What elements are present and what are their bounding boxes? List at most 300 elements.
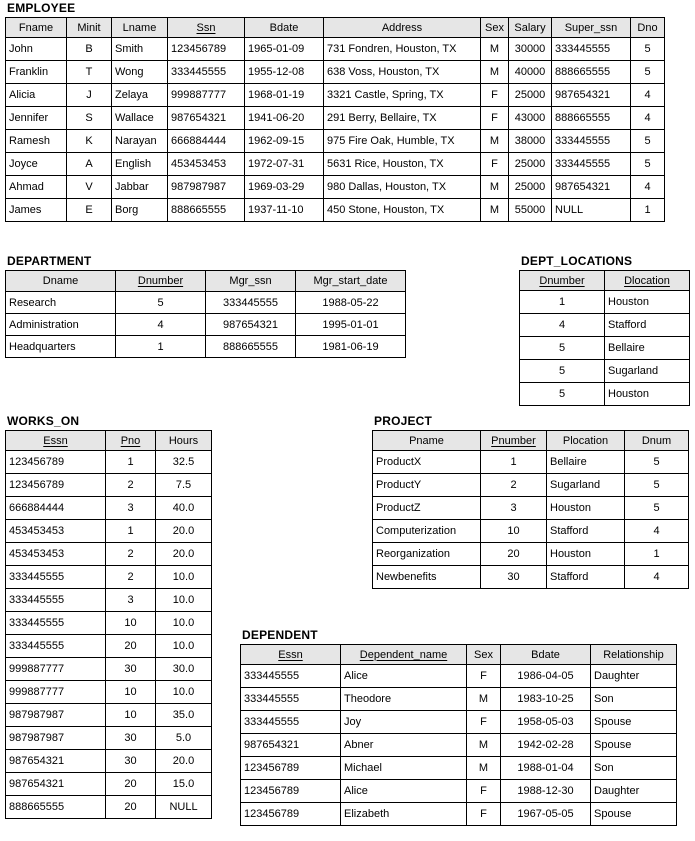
employee-header-row: [6, 18, 665, 38]
works-on-cell-essn: 333445555: [6, 566, 106, 589]
employee-cell-dno: 5: [631, 130, 665, 153]
dept-locations-title: DEPT_LOCATIONS: [521, 254, 633, 268]
dependent-cell-relationship: Daughter: [591, 665, 677, 688]
department-row: [6, 292, 406, 314]
department-cell-dname: Research: [6, 292, 116, 314]
employee-cell-lname: Smith: [112, 38, 168, 61]
dept-locations-header-label: Dlocation: [624, 274, 670, 287]
works-on-row: [6, 727, 212, 750]
employee-header-lname: [112, 18, 168, 38]
works-on-header-row: [6, 431, 212, 451]
employee-row: [6, 107, 665, 130]
employee-cell-bdate: 1969-03-29: [245, 176, 324, 199]
dependent-row: [241, 757, 677, 780]
employee-header-label: Fname: [18, 21, 54, 34]
employee-cell-lname: Borg: [112, 199, 168, 222]
employee-cell-sex: M: [481, 61, 509, 84]
employee-cell-fname: Ahmad: [6, 176, 67, 199]
department-cell-mgr-start-date: 1988-05-22: [296, 292, 406, 314]
employee-cell-minit: J: [67, 84, 112, 107]
employee-cell-dno: 5: [631, 153, 665, 176]
department-title: DEPARTMENT: [7, 254, 92, 268]
employee-header-label: Lname: [122, 21, 157, 34]
dept-locations-cell-dlocation: Sugarland: [605, 360, 690, 383]
dependent-section: [240, 628, 677, 826]
department-header-label: Mgr_start_date: [313, 275, 388, 287]
employee-cell-lname: Wallace: [112, 107, 168, 130]
employee-cell-minit: B: [67, 38, 112, 61]
employee-cell-salary: 55000: [509, 199, 552, 222]
works-on-header-label: Hours: [168, 434, 199, 447]
dept-locations-header-dnumber: [520, 271, 605, 291]
dependent-header-essn: [241, 645, 341, 665]
employee-cell-bdate: 1955-12-08: [245, 61, 324, 84]
dependent-cell-bdate: 1988-01-04: [501, 757, 591, 780]
employee-header-label: Bdate: [269, 21, 299, 34]
project-header-row: [373, 431, 689, 451]
department-header-mgr-start-date: [296, 271, 406, 292]
project-row: [373, 451, 689, 474]
works-on-cell-essn: 333445555: [6, 612, 106, 635]
works-on-cell-essn: 987654321: [6, 750, 106, 773]
project-cell-pname: ProductX: [373, 451, 481, 474]
employee-row: [6, 84, 665, 107]
works-on-cell-pno: 1: [106, 520, 156, 543]
project-cell-pname: Computerization: [373, 520, 481, 543]
employee-cell-address: 291 Berry, Bellaire, TX: [324, 107, 481, 130]
project-title: PROJECT: [374, 414, 433, 428]
employee-cell-dno: 5: [631, 61, 665, 84]
employee-cell-minit: S: [67, 107, 112, 130]
employee-cell-super-ssn: 333445555: [552, 38, 631, 61]
department-row: [6, 336, 406, 358]
project-cell-pnumber: 10: [481, 520, 547, 543]
works-on-row: [6, 796, 212, 819]
project-cell-dnum: 5: [625, 451, 689, 474]
dependent-cell-dependent-name: Elizabeth: [341, 803, 467, 826]
project-row: [373, 497, 689, 520]
works-on-cell-pno: 2: [106, 543, 156, 566]
employee-cell-sex: M: [481, 130, 509, 153]
project-cell-plocation: Sugarland: [547, 474, 625, 497]
employee-cell-bdate: 1968-01-19: [245, 84, 324, 107]
dependent-cell-sex: F: [467, 665, 501, 688]
dependent-header-label: Relationship: [603, 648, 664, 661]
works-on-cell-pno: 20: [106, 773, 156, 796]
dependent-header-sex: [467, 645, 501, 665]
employee-cell-sex: M: [481, 38, 509, 61]
employee-cell-super-ssn: 888665555: [552, 61, 631, 84]
dept-locations-cell-dnumber: 1: [520, 291, 605, 314]
dependent-cell-essn: 333445555: [241, 711, 341, 734]
dependent-cell-relationship: Spouse: [591, 711, 677, 734]
works-on-cell-hours: 35.0: [156, 704, 212, 727]
employee-cell-dno: 4: [631, 84, 665, 107]
dependent-title: DEPENDENT: [242, 628, 318, 642]
works-on-cell-hours: 10.0: [156, 589, 212, 612]
dept-locations-cell-dlocation: Bellaire: [605, 337, 690, 360]
works-on-cell-hours: 20.0: [156, 750, 212, 773]
works-on-header-essn: [6, 431, 106, 451]
works-on-cell-essn: 987654321: [6, 773, 106, 796]
employee-header-label: Super_ssn: [564, 21, 618, 34]
department-header-label: Mgr_ssn: [229, 275, 272, 287]
project-table: [372, 430, 689, 589]
dependent-cell-essn: 123456789: [241, 757, 341, 780]
works-on-row: [6, 612, 212, 635]
department-cell-dnumber: 4: [116, 314, 206, 336]
works-on-cell-hours: 20.0: [156, 520, 212, 543]
dependent-cell-dependent-name: Alice: [341, 665, 467, 688]
employee-cell-minit: K: [67, 130, 112, 153]
employee-cell-fname: James: [6, 199, 67, 222]
employee-cell-dno: 4: [631, 176, 665, 199]
works-on-cell-hours: 10.0: [156, 612, 212, 635]
employee-cell-super-ssn: 987654321: [552, 84, 631, 107]
project-cell-pnumber: 3: [481, 497, 547, 520]
dependent-header-label: Dependent_name: [359, 648, 448, 661]
dept-locations-cell-dlocation: Houston: [605, 383, 690, 406]
project-row: [373, 474, 689, 497]
employee-cell-salary: 40000: [509, 61, 552, 84]
department-cell-dname: Administration: [6, 314, 116, 336]
employee-cell-fname: Ramesh: [6, 130, 67, 153]
works-on-row: [6, 773, 212, 796]
employee-cell-address: 450 Stone, Houston, TX: [324, 199, 481, 222]
works-on-cell-hours: 10.0: [156, 635, 212, 658]
dependent-row: [241, 803, 677, 826]
employee-row: [6, 176, 665, 199]
employee-header-minit: [67, 18, 112, 38]
department-cell-mgr-ssn: 888665555: [206, 336, 296, 358]
employee-cell-lname: Wong: [112, 61, 168, 84]
employee-cell-fname: Joyce: [6, 153, 67, 176]
works-on-cell-hours: 10.0: [156, 566, 212, 589]
works-on-cell-pno: 1: [106, 451, 156, 474]
dependent-cell-dependent-name: Theodore: [341, 688, 467, 711]
employee-cell-salary: 30000: [509, 38, 552, 61]
works-on-cell-hours: 15.0: [156, 773, 212, 796]
employee-cell-lname: Jabbar: [112, 176, 168, 199]
project-cell-pnumber: 1: [481, 451, 547, 474]
dependent-cell-sex: F: [467, 803, 501, 826]
works-on-cell-essn: 333445555: [6, 635, 106, 658]
department-header-label: Dnumber: [137, 275, 184, 287]
dept-locations-row: [520, 314, 690, 337]
employee-section: [5, 1, 665, 222]
dependent-cell-bdate: 1958-05-03: [501, 711, 591, 734]
works-on-cell-essn: 123456789: [6, 451, 106, 474]
employee-cell-sex: M: [481, 199, 509, 222]
works-on-cell-hours: 10.0: [156, 681, 212, 704]
works-on-header-pno: [106, 431, 156, 451]
project-cell-pnumber: 30: [481, 566, 547, 589]
dependent-cell-bdate: 1983-10-25: [501, 688, 591, 711]
works-on-cell-essn: 987987987: [6, 727, 106, 750]
works-on-cell-essn: 999887777: [6, 681, 106, 704]
works-on-cell-pno: 30: [106, 727, 156, 750]
works-on-cell-hours: 7.5: [156, 474, 212, 497]
dependent-header-relationship: [591, 645, 677, 665]
department-cell-dnumber: 1: [116, 336, 206, 358]
employee-cell-ssn: 999887777: [168, 84, 245, 107]
employee-cell-address: 980 Dallas, Houston, TX: [324, 176, 481, 199]
works-on-cell-pno: 10: [106, 681, 156, 704]
dependent-cell-sex: M: [467, 734, 501, 757]
works-on-cell-essn: 666884444: [6, 497, 106, 520]
works-on-cell-pno: 2: [106, 566, 156, 589]
works-on-cell-essn: 999887777: [6, 658, 106, 681]
dept-locations-table: [519, 270, 690, 406]
employee-cell-dno: 4: [631, 107, 665, 130]
dependent-header-label: Essn: [278, 648, 303, 661]
employee-cell-super-ssn: 987654321: [552, 176, 631, 199]
employee-cell-super-ssn: 333445555: [552, 153, 631, 176]
dependent-cell-dependent-name: Alice: [341, 780, 467, 803]
works-on-row: [6, 589, 212, 612]
dependent-cell-relationship: Spouse: [591, 803, 677, 826]
employee-row: [6, 153, 665, 176]
employee-cell-minit: V: [67, 176, 112, 199]
department-header-dname: [6, 271, 116, 292]
employee-cell-fname: Jennifer: [6, 107, 67, 130]
employee-cell-salary: 25000: [509, 153, 552, 176]
works-on-cell-essn: 333445555: [6, 589, 106, 612]
dept-locations-row: [520, 360, 690, 383]
employee-cell-minit: E: [67, 199, 112, 222]
employee-cell-ssn: 888665555: [168, 199, 245, 222]
employee-cell-bdate: 1962-09-15: [245, 130, 324, 153]
employee-cell-ssn: 666884444: [168, 130, 245, 153]
project-cell-pnumber: 20: [481, 543, 547, 566]
employee-title: EMPLOYEE: [7, 1, 76, 15]
employee-cell-fname: John: [6, 38, 67, 61]
works-on-cell-pno: 10: [106, 612, 156, 635]
employee-cell-address: 3321 Castle, Spring, TX: [324, 84, 481, 107]
works-on-cell-essn: 888665555: [6, 796, 106, 819]
department-header-label: Dname: [42, 275, 79, 287]
dependent-cell-relationship: Son: [591, 757, 677, 780]
employee-cell-ssn: 987987987: [168, 176, 245, 199]
employee-header-dno: [631, 18, 665, 38]
employee-cell-ssn: 123456789: [168, 38, 245, 61]
department-header-dnumber: [116, 271, 206, 292]
project-cell-dnum: 4: [625, 520, 689, 543]
dept-locations-cell-dnumber: 5: [520, 360, 605, 383]
dependent-header-label: Sex: [474, 648, 493, 661]
employee-cell-ssn: 453453453: [168, 153, 245, 176]
dept-locations-cell-dnumber: 5: [520, 337, 605, 360]
project-header-dnum: [625, 431, 689, 451]
employee-header-label: Dno: [637, 21, 658, 34]
dependent-cell-sex: M: [467, 688, 501, 711]
project-cell-pname: Reorganization: [373, 543, 481, 566]
employee-cell-lname: Narayan: [112, 130, 168, 153]
dependent-header-label: Bdate: [531, 648, 560, 661]
employee-cell-minit: T: [67, 61, 112, 84]
employee-cell-address: 975 Fire Oak, Humble, TX: [324, 130, 481, 153]
works-on-cell-hours: 32.5: [156, 451, 212, 474]
project-row: [373, 543, 689, 566]
employee-row: [6, 38, 665, 61]
works-on-row: [6, 681, 212, 704]
works-on-cell-pno: 20: [106, 796, 156, 819]
employee-header-super-ssn: [552, 18, 631, 38]
employee-cell-ssn: 333445555: [168, 61, 245, 84]
employee-table: [5, 17, 665, 222]
works-on-cell-pno: 3: [106, 497, 156, 520]
department-cell-dname: Headquarters: [6, 336, 116, 358]
dependent-cell-bdate: 1967-05-05: [501, 803, 591, 826]
dependent-cell-essn: 333445555: [241, 665, 341, 688]
dependent-row: [241, 665, 677, 688]
employee-cell-lname: English: [112, 153, 168, 176]
dependent-cell-bdate: 1942-02-28: [501, 734, 591, 757]
works-on-row: [6, 566, 212, 589]
employee-header-address: [324, 18, 481, 38]
employee-cell-salary: 43000: [509, 107, 552, 130]
project-row: [373, 566, 689, 589]
dependent-header-row: [241, 645, 677, 665]
works-on-cell-pno: 20: [106, 635, 156, 658]
employee-row: [6, 61, 665, 84]
dept-locations-cell-dnumber: 5: [520, 383, 605, 406]
works-on-cell-essn: 123456789: [6, 474, 106, 497]
project-cell-dnum: 5: [625, 474, 689, 497]
department-row: [6, 314, 406, 336]
dept-locations-section: [519, 254, 690, 406]
dependent-cell-essn: 987654321: [241, 734, 341, 757]
employee-cell-dno: 1: [631, 199, 665, 222]
dependent-cell-bdate: 1988-12-30: [501, 780, 591, 803]
dept-locations-row: [520, 383, 690, 406]
project-cell-plocation: Houston: [547, 543, 625, 566]
project-cell-dnum: 1: [625, 543, 689, 566]
department-cell-mgr-ssn: 987654321: [206, 314, 296, 336]
works-on-cell-essn: 453453453: [6, 543, 106, 566]
works-on-row: [6, 451, 212, 474]
project-header-label: Pnumber: [491, 434, 536, 447]
works-on-row: [6, 474, 212, 497]
employee-cell-super-ssn: 333445555: [552, 130, 631, 153]
employee-cell-super-ssn: NULL: [552, 199, 631, 222]
dept-locations-header-dlocation: [605, 271, 690, 291]
dependent-cell-bdate: 1986-04-05: [501, 665, 591, 688]
project-cell-pname: Newbenefits: [373, 566, 481, 589]
employee-header-ssn: [168, 18, 245, 38]
project-header-plocation: [547, 431, 625, 451]
department-section: [5, 254, 406, 358]
employee-cell-address: 5631 Rice, Houston, TX: [324, 153, 481, 176]
works-on-cell-hours: NULL: [156, 796, 212, 819]
project-cell-pname: ProductY: [373, 474, 481, 497]
project-header-pname: [373, 431, 481, 451]
department-table: [5, 270, 406, 358]
project-cell-plocation: Stafford: [547, 520, 625, 543]
employee-header-label: Address: [381, 21, 423, 34]
dependent-cell-essn: 123456789: [241, 780, 341, 803]
dependent-cell-essn: 123456789: [241, 803, 341, 826]
department-cell-dnumber: 5: [116, 292, 206, 314]
employee-header-label: Minit: [77, 21, 101, 34]
employee-header-fname: [6, 18, 67, 38]
dept-locations-header-row: [520, 271, 690, 291]
dependent-cell-relationship: Son: [591, 688, 677, 711]
works-on-row: [6, 635, 212, 658]
dependent-cell-relationship: Spouse: [591, 734, 677, 757]
dependent-header-bdate: [501, 645, 591, 665]
works-on-row: [6, 497, 212, 520]
employee-cell-lname: Zelaya: [112, 84, 168, 107]
employee-row: [6, 130, 665, 153]
works-on-table: [5, 430, 212, 819]
project-cell-plocation: Bellaire: [547, 451, 625, 474]
employee-cell-address: 638 Voss, Houston, TX: [324, 61, 481, 84]
employee-cell-bdate: 1941-06-20: [245, 107, 324, 130]
employee-cell-ssn: 987654321: [168, 107, 245, 130]
project-header-label: Pname: [409, 434, 444, 447]
employee-header-sex: [481, 18, 509, 38]
dependent-cell-essn: 333445555: [241, 688, 341, 711]
works-on-cell-hours: 30.0: [156, 658, 212, 681]
employee-cell-sex: M: [481, 176, 509, 199]
dependent-cell-dependent-name: Michael: [341, 757, 467, 780]
works-on-cell-essn: 453453453: [6, 520, 106, 543]
department-cell-mgr-start-date: 1981-06-19: [296, 336, 406, 358]
works-on-cell-hours: 5.0: [156, 727, 212, 750]
dependent-cell-relationship: Daughter: [591, 780, 677, 803]
dept-locations-cell-dnumber: 4: [520, 314, 605, 337]
dependent-table: [240, 644, 677, 826]
employee-cell-bdate: 1965-01-09: [245, 38, 324, 61]
works-on-section: [5, 414, 212, 819]
employee-cell-sex: F: [481, 84, 509, 107]
works-on-row: [6, 520, 212, 543]
employee-cell-bdate: 1937-11-10: [245, 199, 324, 222]
dept-locations-header-label: Dnumber: [539, 274, 585, 287]
department-cell-mgr-start-date: 1995-01-01: [296, 314, 406, 336]
project-cell-dnum: 4: [625, 566, 689, 589]
works-on-cell-essn: 987987987: [6, 704, 106, 727]
works-on-cell-pno: 10: [106, 704, 156, 727]
employee-cell-sex: F: [481, 107, 509, 130]
works-on-header-hours: [156, 431, 212, 451]
works-on-row: [6, 658, 212, 681]
works-on-cell-hours: 40.0: [156, 497, 212, 520]
dependent-header-dependent-name: [341, 645, 467, 665]
dept-locations-row: [520, 337, 690, 360]
department-header-row: [6, 271, 406, 292]
employee-cell-dno: 5: [631, 38, 665, 61]
employee-header-label: Sex: [485, 21, 504, 34]
project-cell-plocation: Stafford: [547, 566, 625, 589]
employee-cell-salary: 25000: [509, 84, 552, 107]
employee-cell-salary: 38000: [509, 130, 552, 153]
employee-row: [6, 199, 665, 222]
works-on-cell-pno: 30: [106, 750, 156, 773]
employee-cell-bdate: 1972-07-31: [245, 153, 324, 176]
dependent-row: [241, 734, 677, 757]
employee-cell-fname: Alicia: [6, 84, 67, 107]
dependent-cell-dependent-name: Abner: [341, 734, 467, 757]
employee-header-label: Salary: [514, 21, 546, 34]
employee-cell-address: 731 Fondren, Houston, TX: [324, 38, 481, 61]
dependent-cell-sex: F: [467, 711, 501, 734]
project-section: [372, 414, 689, 589]
dept-locations-row: [520, 291, 690, 314]
works-on-cell-pno: 2: [106, 474, 156, 497]
works-on-row: [6, 704, 212, 727]
